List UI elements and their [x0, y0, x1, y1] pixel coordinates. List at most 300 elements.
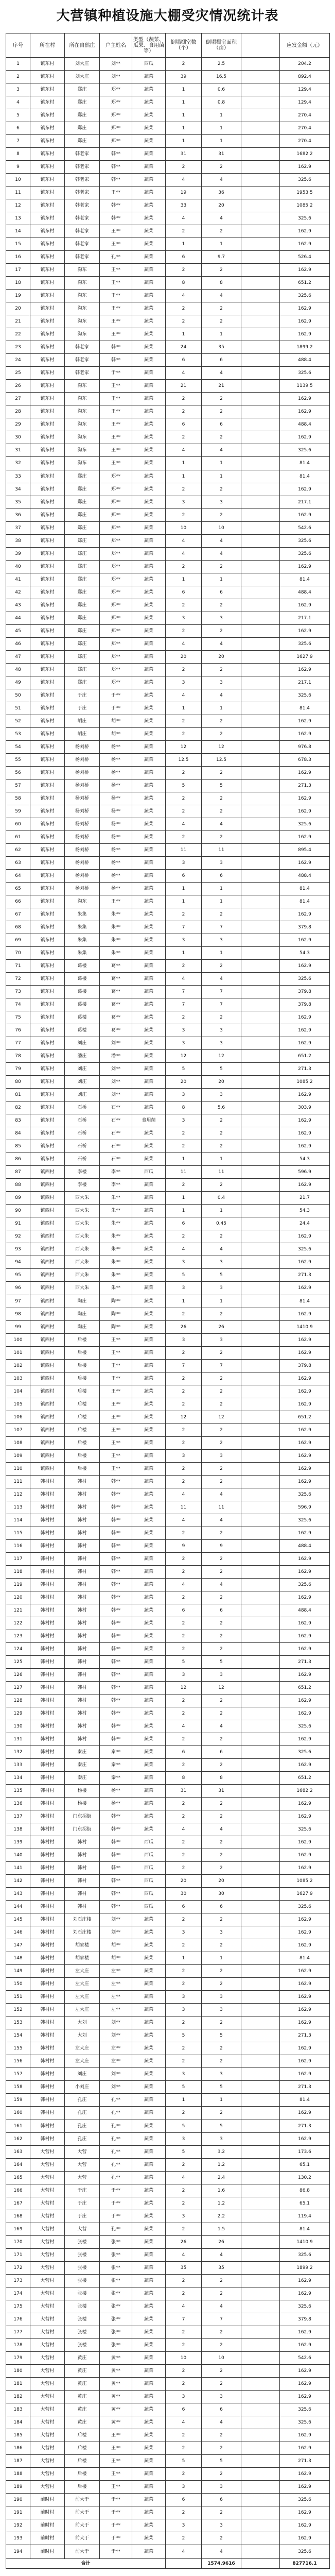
- table-row: [6, 663, 330, 676]
- amount-cell: 162.9: [280, 2042, 330, 2055]
- hamlet-cell: 陶庄: [65, 1320, 100, 1333]
- hamlet-cell: 韩村: [65, 1888, 100, 1901]
- village-cell: 镇东村: [30, 444, 65, 457]
- hamlet-cell: 沟东: [65, 264, 100, 277]
- hamlet-cell: 张楼: [65, 2235, 100, 2248]
- amount-cell: 325.6: [280, 1746, 330, 1759]
- count-cell: 4: [166, 2545, 202, 2559]
- blank-cell: [241, 2351, 280, 2364]
- householder-cell: 韩**: [100, 1668, 132, 1681]
- table-row: [6, 405, 330, 418]
- area-cell: 5: [202, 1269, 241, 1282]
- count-cell: 2: [166, 1694, 202, 1707]
- area-cell: 3: [202, 1333, 241, 1346]
- area-cell: 6: [202, 2403, 241, 2416]
- count-cell: 2: [166, 2197, 202, 2210]
- row-index: 32: [6, 457, 30, 470]
- area-cell: 2: [202, 792, 241, 805]
- village-cell: 大营村: [30, 2338, 65, 2351]
- type-cell: 蔬菜: [132, 1295, 166, 1308]
- householder-cell: 王**: [100, 431, 132, 444]
- householder-cell: 葛**: [100, 1024, 132, 1037]
- hamlet-cell: 杨刘桥: [65, 753, 100, 766]
- area-cell: 2: [202, 1527, 241, 1539]
- row-index: 82: [6, 1101, 30, 1114]
- row-index: 159: [6, 2094, 30, 2107]
- village-cell: 镇西村: [30, 1436, 65, 1449]
- row-index: 5: [6, 109, 30, 122]
- householder-cell: 王**: [100, 1411, 132, 1423]
- table-row: [6, 1037, 330, 1050]
- hamlet-cell: 郑庄: [65, 612, 100, 624]
- amount-cell: 162.9: [280, 1862, 330, 1875]
- count-cell: 2: [166, 1462, 202, 1475]
- amount-cell: 976.8: [280, 740, 330, 753]
- hamlet-cell: 沟东: [65, 418, 100, 431]
- count-cell: 2: [166, 2377, 202, 2390]
- count-cell: 2: [166, 2055, 202, 2068]
- householder-cell: 王**: [100, 1333, 132, 1346]
- householder-cell: 王**: [100, 1449, 132, 1462]
- table-row: [6, 1333, 330, 1346]
- type-cell: 蔬菜: [132, 2364, 166, 2377]
- type-cell: 蔬菜: [132, 380, 166, 393]
- hamlet-cell: 左大庄: [65, 2055, 100, 2068]
- count-cell: 5: [166, 2454, 202, 2467]
- householder-cell: 郑**: [100, 83, 132, 96]
- householder-cell: 刘**: [100, 58, 132, 71]
- hamlet-cell: 韩老家: [65, 199, 100, 212]
- village-cell: 大营村: [30, 2403, 65, 2416]
- householder-cell: 韩**: [100, 1617, 132, 1630]
- village-cell: 镇东村: [30, 315, 65, 328]
- village-cell: 镇西村: [30, 1320, 65, 1333]
- area-cell: 20: [202, 650, 241, 663]
- amount-cell: 162.9: [280, 1127, 330, 1140]
- village-cell: 韩村村: [30, 2081, 65, 2094]
- village-cell: 大营村: [30, 2184, 65, 2197]
- village-cell: 韩村村: [30, 1926, 65, 1939]
- blank-cell: [241, 1140, 280, 1153]
- table-row: [6, 470, 330, 483]
- hamlet-cell: 前大于: [65, 2506, 100, 2519]
- amount-cell: 162.9: [280, 1798, 330, 1810]
- amount-cell: 651.2: [280, 1050, 330, 1063]
- amount-cell: 86.8: [280, 2184, 330, 2197]
- village-cell: 大营村: [30, 2364, 65, 2377]
- amount-cell: 162.9: [280, 1423, 330, 1436]
- hamlet-cell: 杨刘桥: [65, 779, 100, 792]
- amount-cell: 162.9: [280, 560, 330, 573]
- area-cell: 3.2: [202, 2145, 241, 2158]
- row-index: 120: [6, 1591, 30, 1604]
- row-index: 161: [6, 2120, 30, 2132]
- blank-cell: [241, 1089, 280, 1101]
- village-cell: 大营村: [30, 2210, 65, 2223]
- hamlet-cell: 郑庄: [65, 676, 100, 689]
- type-cell: 蔬菜: [132, 2403, 166, 2416]
- householder-cell: 王**: [100, 187, 132, 199]
- type-cell: 蔬菜: [132, 960, 166, 973]
- table-row: [6, 1269, 330, 1282]
- blank-cell: [241, 612, 280, 624]
- amount-cell: 271.3: [280, 779, 330, 792]
- area-cell: 2: [202, 1694, 241, 1707]
- amount-cell: 1627.9: [280, 1888, 330, 1901]
- householder-cell: 于**: [100, 2532, 132, 2545]
- type-cell: 蔬菜: [132, 2467, 166, 2480]
- type-cell: 蔬菜: [132, 883, 166, 895]
- hamlet-cell: 韩村: [65, 1681, 100, 1694]
- table-body: [6, 58, 330, 2559]
- blank-cell: [241, 2068, 280, 2081]
- hamlet-cell: 郑庄: [65, 637, 100, 650]
- type-cell: 蔬菜: [132, 779, 166, 792]
- type-cell: 蔬菜: [132, 1965, 166, 1978]
- amount-cell: 162.9: [280, 225, 330, 238]
- hamlet-cell: 门东拐街: [65, 1823, 100, 1836]
- hamlet-cell: 前大于: [65, 2493, 100, 2506]
- hamlet-cell: 杨刘桥: [65, 856, 100, 869]
- blank-cell: [241, 702, 280, 715]
- householder-cell: 郑**: [100, 96, 132, 109]
- area-cell: 11: [202, 843, 241, 856]
- type-cell: 蔬菜: [132, 702, 166, 715]
- area-cell: 3: [202, 676, 241, 689]
- village-cell: 镇西村: [30, 1192, 65, 1205]
- blank-cell: [241, 1153, 280, 1166]
- header-amount: 应发金额（元）: [280, 33, 330, 58]
- total-row: [6, 2559, 330, 2569]
- hamlet-cell: 后楼: [65, 2429, 100, 2442]
- area-cell: 4: [202, 290, 241, 302]
- amount-cell: 325.6: [280, 1488, 330, 1501]
- blank-cell: [241, 1642, 280, 1655]
- hamlet-cell: 后楼: [65, 2467, 100, 2480]
- village-cell: 镇西村: [30, 1449, 65, 1462]
- count-cell: 2: [166, 2467, 202, 2480]
- hamlet-cell: 于庄: [65, 702, 100, 715]
- count-cell: 5: [166, 2081, 202, 2094]
- area-cell: 4: [202, 1720, 241, 1733]
- row-index: 136: [6, 1798, 30, 1810]
- village-cell: 镇东村: [30, 637, 65, 650]
- row-index: 174: [6, 2287, 30, 2300]
- householder-cell: 王**: [100, 225, 132, 238]
- type-cell: 蔬菜: [132, 2338, 166, 2351]
- area-cell: 2.2: [202, 2210, 241, 2223]
- type-cell: 蔬菜: [132, 2300, 166, 2313]
- village-cell: 镇东村: [30, 612, 65, 624]
- header-hamlet: 所在自然庄: [65, 33, 100, 58]
- village-cell: 镇东村: [30, 805, 65, 818]
- village-cell: 韩村村: [30, 1733, 65, 1746]
- village-cell: 韩村村: [30, 1798, 65, 1810]
- blank-cell: [241, 1166, 280, 1179]
- type-cell: 蔬菜: [132, 161, 166, 174]
- householder-cell: 潘**: [100, 1050, 132, 1063]
- householder-cell: 王**: [100, 1346, 132, 1359]
- blank-cell: [241, 1746, 280, 1759]
- hamlet-cell: 张楼: [65, 2300, 100, 2313]
- hamlet-cell: 后楼: [65, 2442, 100, 2454]
- amount-cell: 162.9: [280, 2016, 330, 2029]
- table-row: [6, 1681, 330, 1694]
- hamlet-cell: 陶庄: [65, 1295, 100, 1308]
- table-row: [6, 1630, 330, 1642]
- row-index: 26: [6, 380, 30, 393]
- area-cell: 1: [202, 573, 241, 586]
- amount-cell: 162.9: [280, 727, 330, 740]
- hamlet-cell: 葛楼: [65, 973, 100, 986]
- hamlet-cell: 郑庄: [65, 483, 100, 496]
- blank-cell: [241, 1913, 280, 1926]
- householder-cell: 郑**: [100, 483, 132, 496]
- type-cell: 蔬菜: [132, 818, 166, 831]
- count-cell: 4: [166, 1243, 202, 1256]
- header-village: 所在村: [30, 33, 65, 58]
- count-cell: 4: [166, 1823, 202, 1836]
- type-cell: 蔬菜: [132, 973, 166, 986]
- village-cell: 镇西村: [30, 1166, 65, 1179]
- table-row: [6, 1604, 330, 1617]
- hamlet-cell: 西大朱: [65, 1230, 100, 1243]
- blank-cell: [241, 470, 280, 483]
- amount-cell: 325.6: [280, 2545, 330, 2559]
- blank-cell: [241, 83, 280, 96]
- table-row: [6, 1243, 330, 1256]
- blank-cell: [241, 2004, 280, 2016]
- householder-cell: 李**: [100, 1166, 132, 1179]
- area-cell: 1: [202, 1153, 241, 1166]
- hamlet-cell: 于庄: [65, 2210, 100, 2223]
- village-cell: 韩村村: [30, 1849, 65, 1862]
- village-cell: 镇东村: [30, 599, 65, 612]
- householder-cell: 郑**: [100, 109, 132, 122]
- table-row: [6, 1488, 330, 1501]
- row-index: 11: [6, 187, 30, 199]
- village-cell: 镇东村: [30, 740, 65, 753]
- householder-cell: 左**: [100, 1978, 132, 1991]
- count-cell: 21: [166, 380, 202, 393]
- table-row: [6, 1089, 330, 1101]
- householder-cell: 刘**: [100, 2029, 132, 2042]
- type-cell: 蔬菜: [132, 2107, 166, 2120]
- area-cell: 2: [202, 599, 241, 612]
- householder-cell: 朱**: [100, 921, 132, 934]
- amount-cell: 651.2: [280, 1681, 330, 1694]
- count-cell: 7: [166, 986, 202, 998]
- blank-cell: [241, 496, 280, 509]
- amount-cell: 1410.9: [280, 2235, 330, 2248]
- table-row: [6, 367, 330, 380]
- count-cell: 2: [166, 483, 202, 496]
- amount-cell: 325.6: [280, 2416, 330, 2429]
- hamlet-cell: 沟东: [65, 302, 100, 315]
- village-cell: 镇东村: [30, 715, 65, 727]
- hamlet-cell: 后楼: [65, 1372, 100, 1385]
- row-index: 36: [6, 509, 30, 521]
- householder-cell: 张**: [100, 2338, 132, 2351]
- type-cell: 蔬菜: [132, 715, 166, 727]
- row-index: 53: [6, 727, 30, 740]
- householder-cell: 黄**: [100, 2351, 132, 2364]
- amount-cell: 162.9: [280, 1913, 330, 1926]
- amount-cell: 162.9: [280, 766, 330, 779]
- table-row: [6, 2326, 330, 2338]
- village-cell: 韩村村: [30, 2004, 65, 2016]
- count-cell: 4: [166, 290, 202, 302]
- table-row: [6, 1192, 330, 1205]
- hamlet-cell: 刘石庄楼: [65, 1913, 100, 1926]
- area-cell: 31: [202, 148, 241, 161]
- householder-cell: 郑**: [100, 612, 132, 624]
- village-cell: 大营村: [30, 2442, 65, 2454]
- householder-cell: 朱**: [100, 1230, 132, 1243]
- amount-cell: 379.8: [280, 998, 330, 1011]
- village-cell: 镇西村: [30, 1217, 65, 1230]
- row-index: 170: [6, 2235, 30, 2248]
- row-index: 51: [6, 702, 30, 715]
- blank-cell: [241, 1733, 280, 1746]
- type-cell: 蔬菜: [132, 264, 166, 277]
- village-cell: 镇东村: [30, 689, 65, 702]
- blank-cell: [241, 727, 280, 740]
- householder-cell: 王**: [100, 1359, 132, 1372]
- row-index: 6: [6, 122, 30, 135]
- area-cell: 2: [202, 483, 241, 496]
- blank-cell: [241, 1050, 280, 1063]
- table-footer: [6, 2559, 330, 2569]
- count-cell: 1: [166, 96, 202, 109]
- hamlet-cell: 刘庄: [65, 1089, 100, 1101]
- row-index: 44: [6, 612, 30, 624]
- householder-cell: 韩**: [100, 1823, 132, 1836]
- table-row: [6, 483, 330, 496]
- householder-cell: 王**: [100, 418, 132, 431]
- area-cell: 2: [202, 1642, 241, 1655]
- row-index: 79: [6, 1063, 30, 1076]
- type-cell: 蔬菜: [132, 1707, 166, 1720]
- amount-cell: 162.9: [280, 315, 330, 328]
- village-cell: 镇东村: [30, 212, 65, 225]
- count-cell: 4: [166, 1720, 202, 1733]
- village-cell: 镇东村: [30, 1037, 65, 1050]
- householder-cell: 王**: [100, 1385, 132, 1398]
- total-area: 1574.9616: [202, 2559, 241, 2569]
- householder-cell: 王**: [100, 290, 132, 302]
- count-cell: 39: [166, 71, 202, 83]
- blank-cell: [241, 161, 280, 174]
- amount-cell: 325.6: [280, 1901, 330, 1913]
- householder-cell: 于**: [100, 2197, 132, 2210]
- count-cell: 2: [166, 1591, 202, 1604]
- village-cell: 大营村: [30, 2300, 65, 2313]
- type-cell: 蔬菜: [132, 1733, 166, 1746]
- householder-cell: 杨**: [100, 805, 132, 818]
- row-index: 149: [6, 1965, 30, 1978]
- area-cell: 6: [202, 1901, 241, 1913]
- type-cell: 蔬菜: [132, 573, 166, 586]
- table-row: [6, 573, 330, 586]
- table-row: [6, 328, 330, 341]
- village-cell: 韩村村: [30, 2055, 65, 2068]
- table-row: [6, 431, 330, 444]
- hamlet-cell: 黄庄: [65, 2364, 100, 2377]
- blank-cell: [241, 986, 280, 998]
- area-cell: 2: [202, 1436, 241, 1449]
- row-index: 7: [6, 135, 30, 148]
- hamlet-cell: 后楼: [65, 1359, 100, 1372]
- blank-cell: [241, 1926, 280, 1939]
- type-cell: 蔬菜: [132, 96, 166, 109]
- count-cell: 4: [166, 547, 202, 560]
- hamlet-cell: 于庄: [65, 2184, 100, 2197]
- count-cell: 1: [166, 1205, 202, 1217]
- row-index: 48: [6, 663, 30, 676]
- table-row: [6, 702, 330, 715]
- householder-cell: 郑**: [100, 135, 132, 148]
- hamlet-cell: 黄庄: [65, 2377, 100, 2390]
- amount-cell: 162.9: [280, 328, 330, 341]
- count-cell: 4: [166, 2300, 202, 2313]
- blank-cell: [241, 2274, 280, 2287]
- amount-cell: 488.4: [280, 869, 330, 882]
- amount-cell: 325.6: [280, 174, 330, 187]
- type-cell: 蔬菜: [132, 2223, 166, 2235]
- householder-cell: 刘**: [100, 2016, 132, 2029]
- householder-cell: 韩**: [100, 1578, 132, 1591]
- count-cell: 1: [166, 947, 202, 960]
- blank-cell: [241, 1772, 280, 1785]
- row-index: 89: [6, 1192, 30, 1205]
- amount-cell: 162.9: [280, 960, 330, 973]
- amount-cell: 325.6: [280, 1243, 330, 1256]
- blank-cell: [241, 2016, 280, 2029]
- householder-cell: 石**: [100, 1114, 132, 1127]
- village-cell: 镇东村: [30, 1050, 65, 1063]
- area-cell: 2: [202, 2429, 241, 2442]
- hamlet-cell: 刘庄: [65, 1076, 100, 1089]
- area-cell: 16.5: [202, 71, 241, 83]
- total-label: 合计: [6, 2559, 166, 2569]
- type-cell: 蔬菜: [132, 2081, 166, 2094]
- type-cell: 蔬菜: [132, 663, 166, 676]
- hamlet-cell: 韩老家: [65, 174, 100, 187]
- blank-cell: [241, 2545, 280, 2559]
- table-row: [6, 895, 330, 908]
- row-index: 107: [6, 1423, 30, 1436]
- table-row: [6, 161, 330, 174]
- village-cell: 韩村村: [30, 1514, 65, 1527]
- type-cell: 蔬菜: [132, 2132, 166, 2145]
- amount-cell: 271.3: [280, 1655, 330, 1668]
- amount-cell: 24.4: [280, 1217, 330, 1230]
- village-cell: 韩村村: [30, 1501, 65, 1514]
- count-cell: 2: [166, 2506, 202, 2519]
- row-index: 135: [6, 1785, 30, 1798]
- village-cell: 镇东村: [30, 676, 65, 689]
- area-cell: 2: [202, 1978, 241, 1991]
- row-index: 93: [6, 1243, 30, 1256]
- type-cell: 蔬菜: [132, 1552, 166, 1565]
- amount-cell: 271.3: [280, 1063, 330, 1076]
- amount-cell: 162.9: [280, 1436, 330, 1449]
- area-cell: 1: [202, 328, 241, 341]
- hamlet-cell: 郑庄: [65, 83, 100, 96]
- area-cell: 35: [202, 341, 241, 354]
- amount-cell: 162.9: [280, 1024, 330, 1037]
